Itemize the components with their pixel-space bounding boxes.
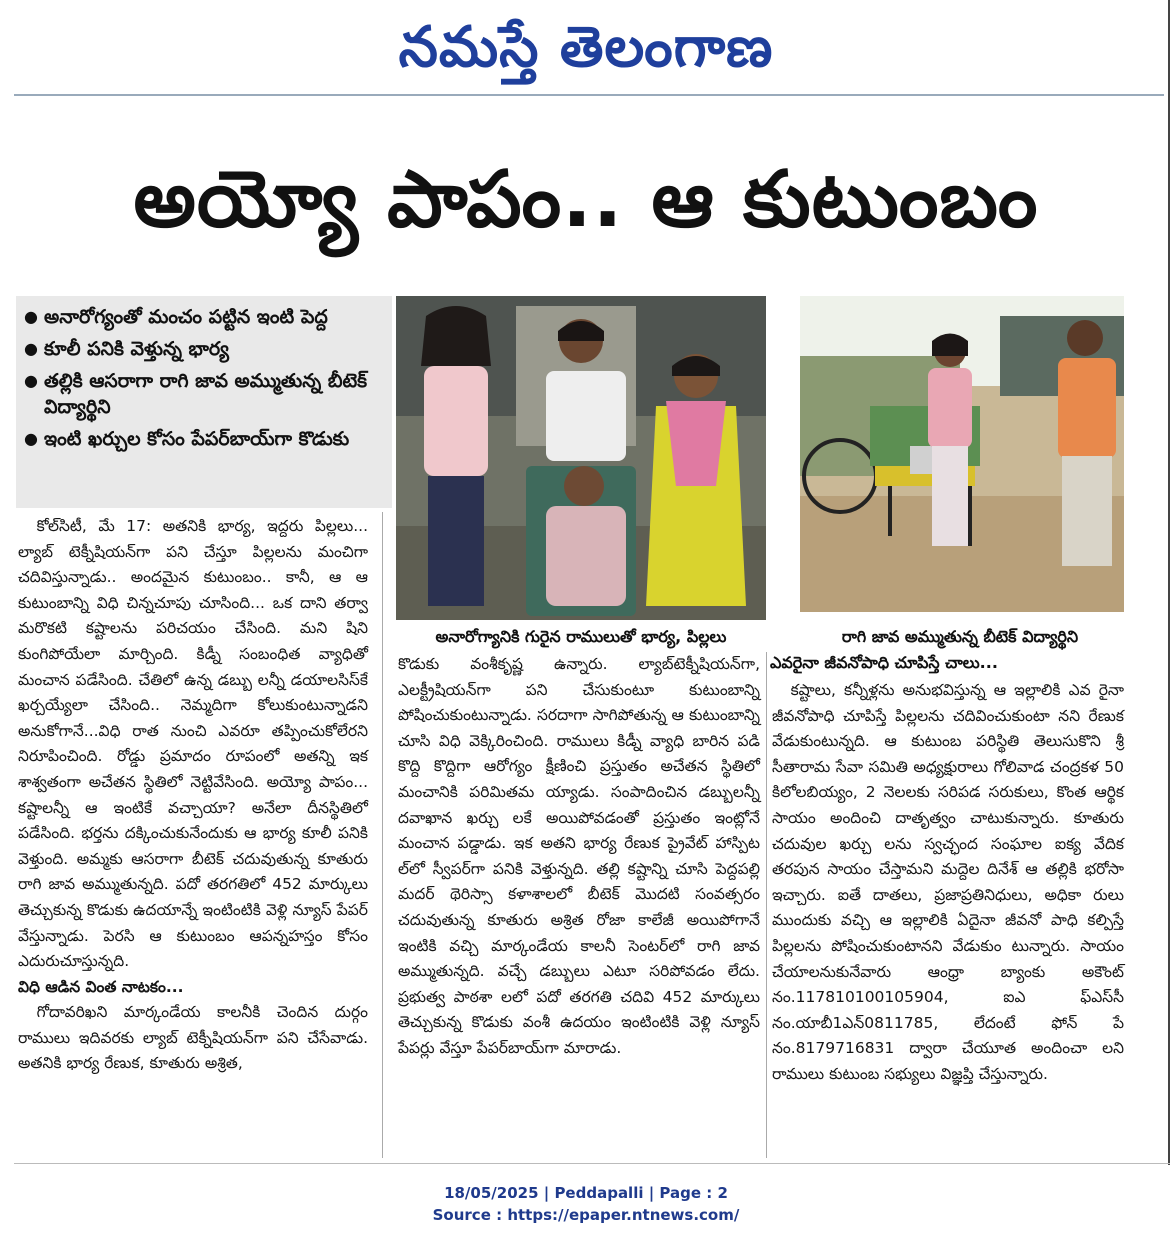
family-photo [396,296,766,620]
bullet-icon: ● [24,339,38,358]
highlight-item: ● కూలీ పనికి వెళ్తున్న భార్య [24,338,229,360]
family-photo-illustration [396,296,766,620]
article-paragraph: కోల్‌సిటీ, మే 17: అతనికి భార్య, ఇద్దరు పిల్లలు... ల్యాబ్ టెక్నీషియన్‌గా పని చేస్తూ పిల్లలను మంచిగా చదివిస్తున్నాడు.. అందమైన కుటుంబం.. కానీ, ఆ ఆ కుటుంబాన్ని విధి చిన్నచూపు చూసింది... ఒక దాని తర్వా మరొకటి కష్టాలను పరిచయం చేసింది. మని షిని కుంగిపోయేలా మార్చింది. కిడ్నీ సంబంధిత వ్యాధితో మంచాన పడేసింది. చేతిలో ఉన్న డబ్బు లన్నీ డయాలసిస్‌కే ఖర్చయ్యేలా చేసింది.. నెమ్మదిగా కోలుకుంటున్నాడని అనుకోగానే...విధి రాత నుంచి ఎవరూ తప్పించుకోలేరని నిరూపించింది. రోడ్డు ప్రమాదం రూపంలో అతన్ని ఇక శాశ్వతంగా అచేతన స్థితిలో నెట్టివేసింది. అయ్యో పాపం... కష్టాలన్నీ ఆ ఇంటికే వచ్చాయా? అనేలా దీనస్థితిలో పడేసింది. భర్తను దక్కించుకునేందుకు ఆ భార్య కూలీ పనికి వెళ్తుంది. అమ్మకు ఆసరాగా బీటెక్ చదువుతున్న కూతురు రాగి జావ అమ్ముతున్నది. పదో తరగతిలో 452 మార్కులు తెచ్చుకున్న కొడుకు ఉదయాన్నే ఇంటింటికి వెళ్లి న్యూస్ పేపర్ వేస్తున్నాడు. పెరసి ఆ కుటుంబం ఆపన్నహస్తం కోసం ఎదురుచూస్తున్నది. [18,517,368,971]
highlight-item: ● అనారోగ్యంతో మంచం పట్టిన ఇంటి పెద్ద [24,306,328,328]
article-subhead: విధి ఆడిన వింత నాటకం... [18,977,184,996]
photo-caption-cart: రాగి జావ అమ్ముతున్న బీటెక్ విద్యార్థిని [841,627,1079,646]
ragi-cart-photo-illustration [800,296,1124,612]
article-column-3 [772,678,1124,1088]
bullet-icon: ● [24,371,38,390]
article-paragraph: కష్టాలు, కన్నీళ్లను అనుభవిస్తున్న ఆ ఇల్లాలికి ఎవ రైనా జీవనోపాధి చూపిస్తే పిల్లలను చదివించుకుంటా నని రేణుక వేడుకుంటున్నది. ఆ కుటుంబ పరిస్థితి తెలుసుకొని శ్రీ సీతారామ సేవా సమితి అధ్యక్షురాలు గోలివాడ చంద్రకళ 50 కిలోలబియ్యం, 2 నెలలకు సరిపడ సరుకులు, కొంత ఆర్థిక సాయం అందించి దాతృత్వం చాటుకున్నారు. కూతురు చదువుల ఖర్చు లను స్వచ్ఛంద సంఘాల ఐక్య వేదిక తరపున సాయం చేస్తామని మద్దెల దినేశ్ ఆ తల్లికి భరోసా ఇచ్చారు. ఐతే దాతలు, ప్రజాప్రతినిధులు, అధికా రులు ముందుకు వచ్చి ఆ ఇల్లాలికి ఏదైనా జీవనో పాధి కల్పిస్తే పిల్లలను పోషించుకుంటానని వేడుకుం టున్నారు. సాయం చేయాలనుకునేవారు ఆంధ్రా బ్యాంకు అకౌంట్ నం.117810100105904, ఐఎ ఫ్‌ఎస్‌సీ నం.యాబీ1ఎన్0811785, లేదంటే ఫోన్ పే నం.8179716831 ద్వారా చేయూత అందించా లని రాములు కుటుంబ సభ్యులు విజ్ఞప్తి చేస్తున్నారు. [772,681,1124,1083]
photo-caption-family: అనారోగ్యానికి గురైన రాములుతో భార్య, పిల్లలు [435,627,727,646]
page-border [14,1163,1170,1164]
bullet-icon: ● [24,307,38,326]
article-column-1 [18,514,368,1077]
article-column-2 [398,652,760,1062]
footer-source-link[interactable]: Source : https://epaper.ntnews.com/ [432,1206,740,1224]
highlight-item: ● ఇంటి ఖర్చుల కోసం పేపర్‌బాయ్‌గా కొడుకు [24,428,350,450]
article-subhead: ఎవరైనా జీవనోపాధి చూపిస్తే చాలు... [770,653,998,672]
article-paragraph: కొడుకు వంశీకృష్ణ ఉన్నారు. ల్యాబ్‌టెక్నీషియన్‌గా, ఎలక్ట్రీషియన్‌గా పని చేసుకుంటూ కుటుంబాన్ని పోషించుకుంటున్నాడు. సరదాగా సాగిపోతున్న ఆ కుటుంబాన్ని చూసి విధి వెక్కిరించింది. రాములు కిడ్నీ వ్యాధి బారిన పడి కొద్ది కొద్దిగా ఆరోగ్యం క్షీణించి ప్రస్తుతం అచేతన స్థితిలో మంచానికి పరిమితమ య్యాడు. సంపాదించిన డబ్బులన్నీ దవాఖాన ఖర్చు లకే అయిపోవడంతో ప్రస్తుతం ఇంట్లోనే మంచాన పడ్డాడు. ఇక అతని భార్య రేణుక ప్రైవేట్ హాస్పిట ల్‌లో స్వీపర్‌గా పనికి వెళ్తున్నది. తల్లి కష్టాన్ని చూసి పెద్దపల్లి మదర్ థెరిస్సా కళాశాలలో బీటెక్ మొదటి సంవత్సరం చదువుతున్న కూతురు అశ్రిత రోజా కాలేజీ అయిపోగానే ఇంటికి వచ్చి మార్కండేయ కాలనీ సెంటర్‌లో రాగి జావ అమ్ముతున్నది. వచ్చే డబ్బులు ఎటూ సరిపోవడం లేదు. ప్రభుత్వ పాఠశా లలో పదో తరగతి చదివి 452 మార్కులు తెచ్చుకున్న కొడుకు వంశీ ఉదయం ఇంటింటికి వెళ్లి న్యూస్ పేపర్లు వేస్తూ పేపర్‌బాయ్‌గా మారాడు. [398,655,760,1057]
column-divider [766,652,767,1158]
footer-date-line: 18/05/2025 | Peddapalli | Page : 2 [444,1184,728,1202]
headline: అయ్యో పాపం.. ఆ కుటుంబం [133,155,1039,245]
article-paragraph: గోదావరిఖని మార్కండేయ కాలనీకి చెందిన దుర్గం రాములు ఇదివరకు ల్యాబ్ టెక్నీషియన్‌గా పని చేసేవాడు. అతనికి భార్య రేణుక, కూతురు అశ్రిత, [18,1003,368,1073]
ragi-cart-photo [800,296,1124,612]
highlights-box [16,296,392,508]
page-border [1168,0,1170,1165]
bullet-icon: ● [24,429,38,448]
column-divider [382,512,383,1158]
masthead-rule [14,94,1164,96]
page-footer [0,1182,1172,1226]
masthead-logo: నమస్తే తెలంగాణ [398,15,774,80]
highlight-item: ● తల్లికి ఆసరాగా రాగి జావ అమ్ముతున్న బీటెక్ విద్యార్థిని [24,370,368,418]
